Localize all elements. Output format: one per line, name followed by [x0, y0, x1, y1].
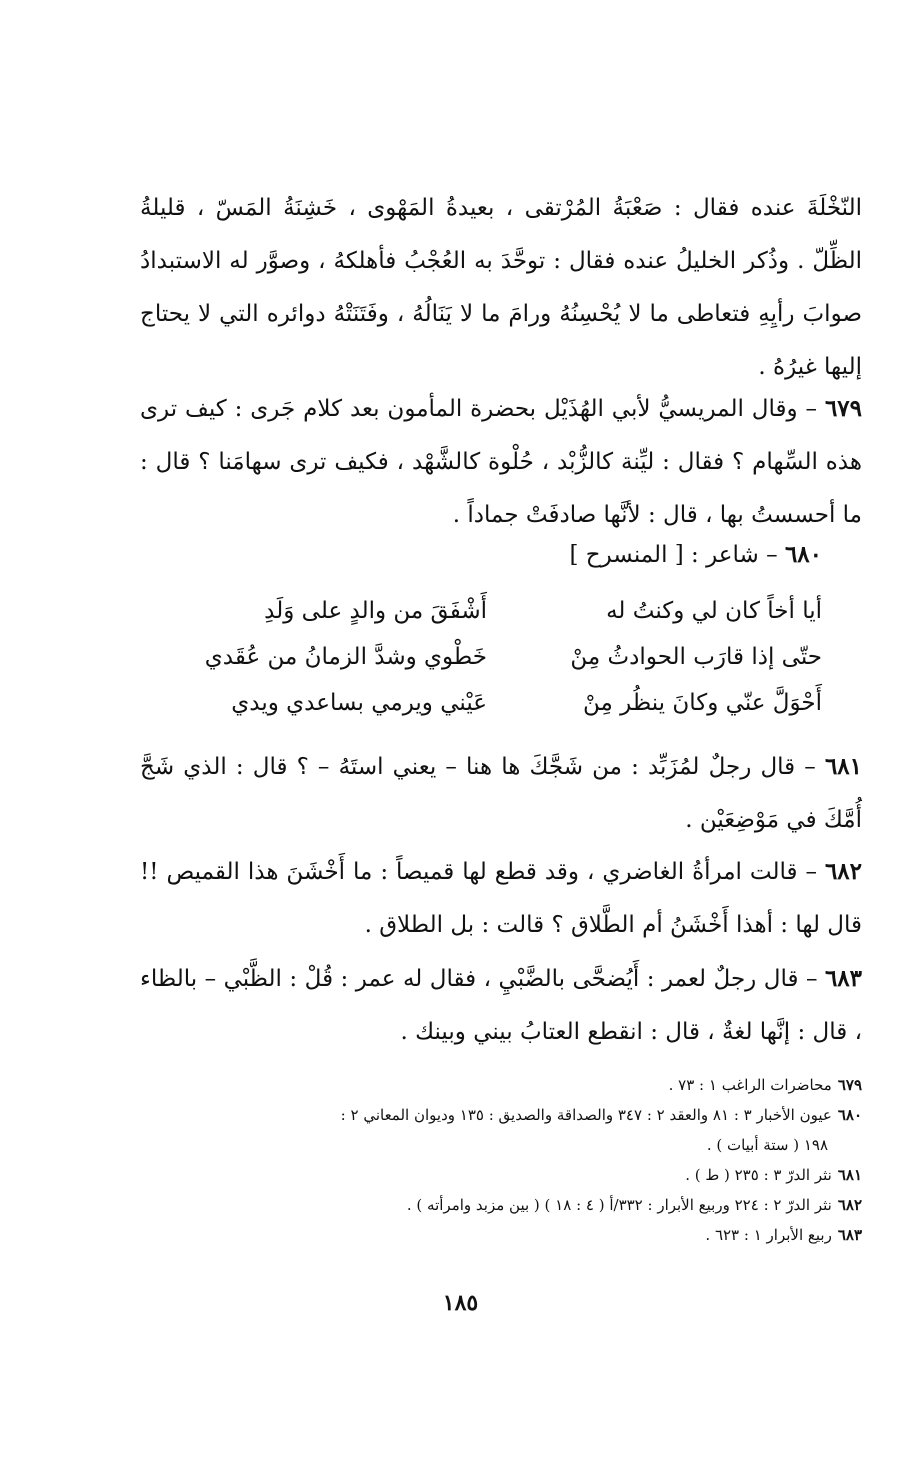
- footnote-text: نثر الدرّ ٢ : ٢٢٤ وربيع الأبرار : ٣٣٢/أ ( ٤ : ١٨ ) ( بين مزبد وامرأته ) .: [406, 1196, 832, 1214]
- paragraph-682: [140, 845, 862, 952]
- footnote: [145, 1070, 862, 1100]
- paragraph-text: – شاعر : [ المنسرح ]: [569, 542, 778, 568]
- paragraph-text: النّخْلَةَ عنده فقال : صَعْبَةُ المُرْتقى ، بعيدةُ المَهْوى ، خَشِنَةُ المَسّ ، قليلةُ الظِّلّ . وذُكر الخليلُ عنده فقال : توحَّدَ به العُجْبُ فأهلكهُ ، وصوَّر له الاستبدادُ صوابَ رأيِهِ فتعاطى ما لا يُحْسِنُهُ ورامَ ما لا يَنَالُهُ ، وفَتَنَتْهُ دوائره التي لا يحتاج إليها غيرُهُ .: [140, 195, 862, 380]
- footnote-text: نثر الدرّ ٣ : ٢٣٥ ( ط ) .: [685, 1166, 832, 1184]
- verse: [140, 588, 862, 634]
- footnote-continuation: ١٩٨ ( ستة أبيات ) .: [706, 1136, 828, 1154]
- footnote-number: ٦٨٠: [837, 1106, 862, 1124]
- paragraph-text: – قال رجلٌ لعمر : أَيُضحَّى بالضَّبْيِ ، فقال له عمر : قُلْ : الظَّبْي – بالظاء ، قال : إنَّها لغةٌ ، قال : انقطع العتابُ بيني وبينك .: [140, 966, 862, 1045]
- paragraph-681: [140, 740, 862, 847]
- footnote-text: محاضرات الراغب ١ : ٧٣ .: [668, 1076, 832, 1094]
- paragraph-683: [140, 952, 862, 1059]
- footnote-number: ٦٧٩: [837, 1076, 862, 1094]
- paragraph-text: – قال رجلٌ لمُزَبِّد : من شَجَّكَ ها هنا – يعني استَهُ – ؟ قال : الذي شَجَّ أُمَّكَ في مَوْضِعَيْن .: [140, 754, 862, 833]
- footnote-number: ٦٨٣: [837, 1226, 862, 1244]
- paragraph-680: [140, 528, 862, 582]
- verse-second-hemistich: خَطْوي وشدَّ الزمانُ من عُقَدي: [204, 644, 487, 670]
- paragraph-number: ٦٨١: [824, 753, 863, 780]
- page-number: ١٨٥: [442, 1290, 479, 1316]
- paragraph-number: ٦٧٩: [824, 395, 862, 422]
- verse-second-hemistich: أَشْفَقَ من والدٍ على وَلَدِ: [264, 598, 487, 624]
- paragraph-number: ٦٨٢: [824, 858, 862, 885]
- paragraph-text: – وقال المريسيُّ لأبي الهُذَيْل بحضرة المأمون بعد كلام جَرى : كيف ترى هذه السِّهام ؟ فقال : ليِّنة كالزُّبْد ، حُلْوة كالشَّهْد ، فكيف ترى سهامَنا ؟ قال : ما أحسستُ بها ، قال : لأنَّها صادفَتْ جماداً .: [140, 396, 862, 528]
- footnote: [145, 1100, 862, 1130]
- footnote: [145, 1220, 862, 1250]
- footnote-text: ربيع الأبرار ١ : ٦٢٣ .: [705, 1226, 832, 1244]
- footnote: [145, 1160, 862, 1190]
- footnote-number: ٦٨١: [837, 1166, 862, 1184]
- footnote-number: ٦٨٢: [837, 1196, 862, 1214]
- verse-first-hemistich: حتّى إذا قارَب الحوادثُ مِنْ: [570, 644, 822, 670]
- paragraph-number: ٦٨٠: [784, 541, 822, 568]
- verse-second-hemistich: عَيْني ويرمي بساعدي ويدي: [231, 690, 487, 716]
- paragraph-679: [140, 382, 862, 542]
- footnotes: [145, 1070, 862, 1250]
- verse-first-hemistich: أيا أخاً كان لي وكنتُ له: [606, 598, 822, 624]
- paragraph-number: ٦٨٣: [824, 965, 862, 992]
- footnote-text: عيون الأخبار ٣ : ٨١ والعقد ٢ : ٣٤٧ والصداقة والصديق : ١٣٥ وديوان المعاني ٢ :: [340, 1106, 832, 1124]
- paragraph-text: – قالت امرأةُ الغاضري ، وقد قطع لها قميصاً : ما أَخْشَنَ هذا القميص !! قال لها : أهذا أَخْشَنُ أم الطَّلاق ؟ قالت : بل الطلاق .: [140, 859, 862, 938]
- verse-first-hemistich: أَحْوَلَّ عنّي وكانَ ينظُر مِنْ: [583, 690, 822, 716]
- verse: [140, 680, 862, 726]
- footnote: [145, 1190, 862, 1220]
- poem: [140, 588, 862, 726]
- paragraph-678-continuation: [140, 182, 862, 394]
- verse: [140, 634, 862, 680]
